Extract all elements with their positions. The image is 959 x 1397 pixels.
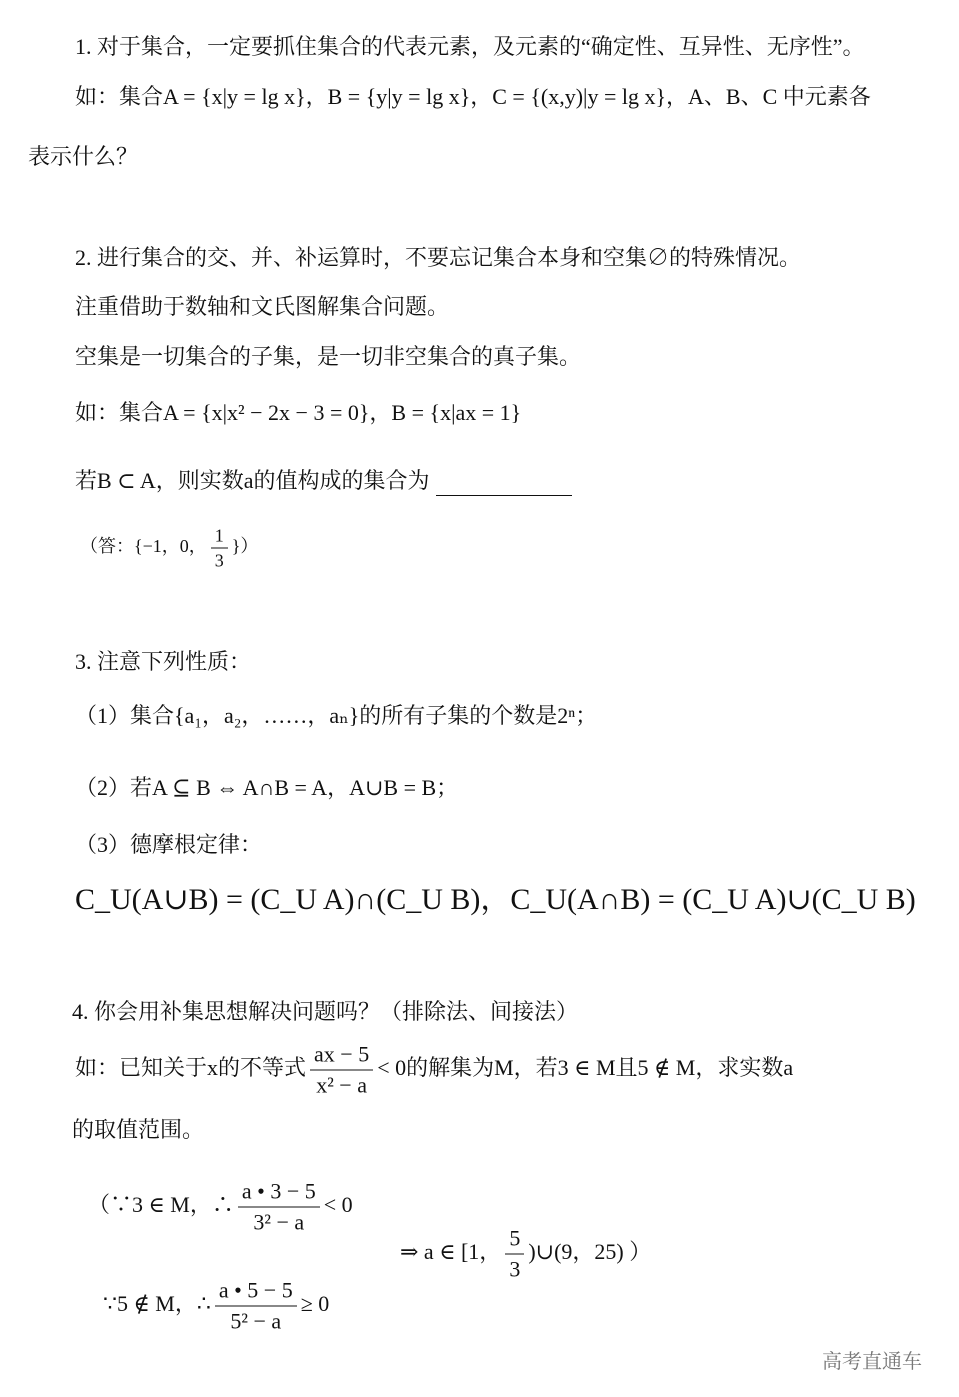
answer1-prefix: （∵3 ∈ M，∴: [88, 1192, 234, 1218]
s4-question: [75, 1040, 793, 1101]
s4-result: [400, 1224, 651, 1285]
s2-question: 若B ⊂ A，则实数a的值构成的集合为: [75, 468, 430, 493]
s2-line3: 空集是一切集合的子集，是一切非空集合的真子集。: [75, 344, 582, 369]
s3-item2: （2）若A ⊆ B ⇔ A∩B = A，A∪B = B；: [75, 775, 459, 800]
denominator: x² − a: [316, 1072, 367, 1098]
answer-prefix: （答：{−1，0，: [80, 536, 207, 557]
s4-question-line2: 的取值范围。: [72, 1117, 205, 1142]
fraction: [211, 524, 228, 573]
denominator: 3² − a: [253, 1209, 305, 1235]
fraction: [215, 1276, 297, 1337]
s2-line2: 注重借助于数轴和文氏图解集合问题。: [75, 294, 450, 319]
s4-answer-line2: [103, 1276, 329, 1337]
numerator: a • 3 − 5: [238, 1177, 320, 1208]
s2-line5: [75, 466, 572, 496]
result-suffix: )∪(9，25) ）: [528, 1239, 652, 1265]
denominator: 5² − a: [230, 1308, 282, 1334]
denominator: 3: [509, 1256, 521, 1282]
denominator: 3: [214, 550, 224, 571]
de-morgan-formula: C_U(A∪B) = (C_U A)∩(C_U B)，C_U(A∩B) = (C_U A)∪(C_U B): [75, 883, 916, 916]
answer2-suffix: ≥ 0: [300, 1291, 330, 1317]
answer1-suffix: < 0: [323, 1192, 353, 1218]
s2-line1: 2. 进行集合的交、并、补运算时，不要忘记集合本身和空集∅的特殊情况。: [75, 245, 802, 270]
s2-answer: [80, 524, 258, 573]
s3-item1: （1）集合{a₁，a₂，……，aₙ}的所有子集的个数是2ⁿ；: [75, 703, 598, 728]
s1-line3: 表示什么？: [28, 144, 139, 169]
numerator: a • 5 − 5: [215, 1276, 297, 1307]
s3-item3: （3）德摩根定律：: [75, 832, 263, 857]
numerator: ax − 5: [310, 1040, 373, 1071]
numerator: 1: [211, 524, 228, 549]
s1-line2: 如：集合A = {x|y = lg x}，B = {y|y = lg x}，C = {(x,y)|y = lg x}，A、B、C 中元素各: [75, 84, 871, 109]
answer-blank: [436, 473, 572, 496]
question-prefix: 如：已知关于x的不等式: [75, 1055, 307, 1081]
answer-suffix: }）: [231, 536, 259, 557]
s4-answer-line1: [88, 1177, 353, 1238]
answer2-prefix: ∵5 ∉ M，∴: [103, 1291, 211, 1317]
s1-line1: 1. 对于集合，一定要抓住集合的代表元素，及元素的“确定性、互异性、无序性”。: [75, 34, 865, 59]
watermark: 高考直通车: [822, 1349, 922, 1373]
fraction: [310, 1040, 373, 1101]
result-prefix: ⇒ a ∈ [1，: [400, 1239, 502, 1265]
fraction: [505, 1224, 524, 1285]
question-suffix: < 0的解集为M，若3 ∈ M且5 ∉ M，求实数a: [377, 1055, 794, 1081]
s3-line1: 3. 注意下列性质：: [75, 649, 252, 674]
s2-line4: 如：集合A = {x|x² − 2x − 3 = 0}，B = {x|ax = 1}: [75, 400, 522, 425]
s4-line1: 4. 你会用补集思想解决问题吗？（排除法、间接法）: [72, 999, 579, 1024]
numerator: 5: [505, 1224, 524, 1255]
fraction: [238, 1177, 320, 1238]
